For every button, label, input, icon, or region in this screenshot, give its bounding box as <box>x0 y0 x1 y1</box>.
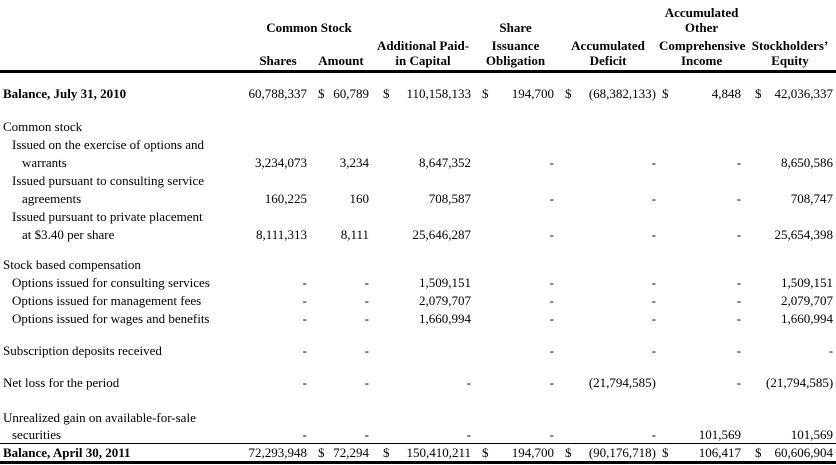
cell-label: agreements <box>22 191 82 206</box>
cell-apic: 110,158,133 <box>406 86 471 101</box>
cell-dollar-sign <box>310 153 332 171</box>
row-subscription-deposits <box>0 341 836 359</box>
cell-dollar-sign <box>310 426 332 444</box>
cell-dollar-sign <box>372 309 400 327</box>
col-header-deficit-spacer <box>557 0 659 37</box>
spacer-row <box>0 359 836 373</box>
row-unrealized-gain-line2 <box>0 426 836 444</box>
col-header-amount: Amount <box>310 37 372 71</box>
cell-aoci: - <box>736 375 742 390</box>
spacer-row <box>0 71 836 84</box>
cell-label: Balance, July 31, 2010 <box>3 86 127 101</box>
cell-equity: 25,654,398 <box>774 227 834 242</box>
row-unrealized-gain-line1 <box>0 408 836 426</box>
cell-dollar-sign <box>372 291 400 309</box>
cell-aoci: - <box>736 343 742 358</box>
cell-dollar-sign <box>474 309 496 327</box>
cell-deficit: - <box>578 426 659 444</box>
col-header-shares: Shares <box>246 37 310 71</box>
col-header-accumulated-deficit: Accumulated Deficit <box>557 37 659 71</box>
cell-dollar-sign <box>474 273 496 291</box>
cell-apic: - <box>466 375 471 390</box>
cell-deficit: - <box>651 275 657 290</box>
cell-dollar-sign: $ <box>482 86 489 101</box>
row-consulting-service-line1 <box>0 171 836 189</box>
cell-dollar-sign <box>474 373 496 391</box>
cell-dollar-sign <box>557 189 578 207</box>
col-header-aoci: Comprehensive Income <box>659 37 744 71</box>
cell-aoci: 101,569 <box>678 426 744 444</box>
cell-dollar-sign <box>557 291 578 309</box>
cell-equity: - <box>828 343 834 358</box>
cell-label: Options issued for consulting services <box>12 275 210 290</box>
cell-label: Stock based compensation <box>3 257 141 272</box>
cell-deficit: - <box>651 343 657 358</box>
cell-label: securities <box>0 426 246 444</box>
header-row-columns <box>0 37 836 71</box>
cell-amount: - <box>364 293 369 308</box>
row-net-loss <box>0 373 836 391</box>
cell-deficit: (21,794,585) <box>588 375 657 390</box>
cell-equity: 101,569 <box>766 426 836 444</box>
cell-share-issuance: - <box>549 343 555 358</box>
cell-share-issuance: 194,700 <box>511 86 555 101</box>
cell-dollar-sign: $ <box>318 86 325 101</box>
cell-deficit: - <box>651 155 657 170</box>
cell-aoci: - <box>736 155 742 170</box>
cell-amount: - <box>364 375 369 390</box>
cell-amount: - <box>364 311 369 326</box>
cell-shares: 8,111,313 <box>255 227 307 242</box>
col-header-aoci-top <box>659 0 744 37</box>
cell-dollar-sign <box>557 373 578 391</box>
cell-dollar-sign <box>310 309 332 327</box>
row-issued-exercise-line1 <box>0 135 836 153</box>
cell-share-issuance: - <box>549 311 555 326</box>
cell-dollar-sign <box>372 273 400 291</box>
row-balance-july-31-2010 <box>0 84 836 102</box>
row-issued-exercise-line2 <box>0 153 836 171</box>
row-balance-april-30-2011 <box>0 444 836 463</box>
cell-dollar-sign <box>744 426 766 444</box>
cell-apic <box>400 341 474 359</box>
cell-dollar-sign <box>744 153 766 171</box>
cell-dollar-sign: $ <box>557 444 578 463</box>
cell-label: Subscription deposits received <box>3 343 162 358</box>
cell-shares: - <box>302 311 307 326</box>
cell-apic: 1,509,151 <box>419 275 471 290</box>
cell-shares: 60,788,337 <box>248 86 307 101</box>
row-options-wages-benefits <box>0 309 836 327</box>
cell-dollar-sign: $ <box>659 444 678 463</box>
cell-dollar-sign: $ <box>310 444 332 463</box>
cell-share-issuance: - <box>549 275 555 290</box>
row-options-consulting-services <box>0 273 836 291</box>
cell-apic: 150,410,211 <box>400 444 474 463</box>
cell-dollar-sign <box>310 373 332 391</box>
corner-cell <box>0 0 246 37</box>
cell-equity: 8,650,586 <box>781 155 834 170</box>
cell-aoci: - <box>736 275 742 290</box>
cell-deficit: (68,382,133) <box>588 86 657 101</box>
cell-aoci: 4,848 <box>711 86 742 101</box>
row-common-stock-section <box>0 117 836 135</box>
cell-dollar-sign <box>372 341 400 359</box>
cell-share-issuance: - <box>549 155 555 170</box>
cell-dollar-sign <box>557 273 578 291</box>
cell-dollar-sign <box>659 153 678 171</box>
cell-equity: 42,036,337 <box>774 86 834 101</box>
cell-dollar-sign <box>372 373 400 391</box>
cell-dollar-sign <box>557 225 578 243</box>
row-consulting-service-line2 <box>0 189 836 207</box>
cell-label: Issued pursuant to consulting service <box>12 173 205 188</box>
spacer-row <box>0 391 836 408</box>
cell-amount: 3,234 <box>339 155 369 170</box>
header-row-group <box>0 0 836 37</box>
cell-equity: 708,747 <box>790 191 834 206</box>
cell-aoci: - <box>736 293 742 308</box>
cell-amount: 60,789 <box>333 86 369 101</box>
col-header-share-issuance: Issuance Obligation <box>474 37 557 71</box>
cell-label: Common stock <box>3 119 83 134</box>
cell-dollar-sign <box>372 225 400 243</box>
cell-dollar-sign <box>744 341 766 359</box>
cell-shares: - <box>246 426 310 444</box>
cell-equity: 60,606,904 <box>766 444 836 463</box>
col-header-share-issuance-top: Share <box>499 20 532 35</box>
cell-dollar-sign <box>557 309 578 327</box>
cell-share-issuance: - <box>549 191 555 206</box>
cell-equity: 2,079,707 <box>781 293 834 308</box>
cell-shares: 72,293,948 <box>246 444 310 463</box>
cell-label: Balance, April 30, 2011 <box>0 444 246 463</box>
cell-shares: - <box>302 343 307 358</box>
cell-dollar-sign <box>557 341 578 359</box>
cell-dollar-sign <box>659 225 678 243</box>
cell-shares: - <box>302 275 307 290</box>
cell-dollar-sign <box>659 373 678 391</box>
cell-deficit: (90,176,718) <box>578 444 659 463</box>
col-header-apic-spacer <box>372 0 474 37</box>
cell-dollar-sign <box>659 273 678 291</box>
spacer-row <box>0 327 836 341</box>
row-private-placement-line2 <box>0 225 836 243</box>
cell-shares: - <box>302 375 307 390</box>
cell-deficit: - <box>651 311 657 326</box>
cell-apic: 2,079,707 <box>419 293 471 308</box>
cell-dollar-sign <box>744 373 766 391</box>
cell-dollar-sign <box>744 309 766 327</box>
cell-dollar-sign <box>310 291 332 309</box>
cell-dollar-sign: $ <box>744 444 766 463</box>
cell-label: at $3.40 per share <box>22 227 115 242</box>
cell-share-issuance: - <box>549 227 555 242</box>
cell-dollar-sign <box>557 153 578 171</box>
cell-label: Options issued for management fees <box>12 293 202 308</box>
cell-dollar-sign <box>659 309 678 327</box>
cell-label: Net loss for the period <box>3 375 120 390</box>
col-header-stockholders-equity: Stockholders’ Equity <box>744 37 836 71</box>
cell-dollar-sign <box>474 341 496 359</box>
cell-aoci: - <box>736 227 742 242</box>
cell-aoci: - <box>736 191 742 206</box>
cell-dollar-sign <box>557 426 578 444</box>
cell-amount: - <box>332 426 372 444</box>
cell-deficit: - <box>651 191 657 206</box>
cell-apic: 708,587 <box>428 191 471 206</box>
cell-amount: 8,111 <box>340 227 369 242</box>
col-header-aoci-line1: Accumulated <box>664 5 739 20</box>
cell-label: Options issued for wages and benefits <box>12 311 210 326</box>
col-header-aoci-line2: Other <box>684 20 719 35</box>
col-group-common-stock: Common Stock <box>266 20 352 35</box>
cell-dollar-sign <box>744 273 766 291</box>
cell-amount: - <box>364 275 369 290</box>
cell-label: Issued pursuant to private placement <box>12 209 203 224</box>
cell-share-issuance: - <box>496 426 557 444</box>
cell-dollar-sign <box>744 291 766 309</box>
row-stock-based-compensation-section <box>0 255 836 273</box>
cell-apic: 1,660,994 <box>419 311 471 326</box>
cell-dollar-sign: $ <box>474 444 496 463</box>
cell-dollar-sign <box>310 225 332 243</box>
cell-dollar-sign <box>474 153 496 171</box>
cell-equity: (21,794,585) <box>766 375 834 390</box>
cell-dollar-sign <box>744 189 766 207</box>
cell-dollar-sign: $ <box>662 86 669 101</box>
cell-dollar-sign <box>659 189 678 207</box>
cell-dollar-sign: $ <box>565 86 572 101</box>
cell-dollar-sign <box>310 189 332 207</box>
cell-dollar-sign <box>744 225 766 243</box>
cell-dollar-sign <box>474 225 496 243</box>
cell-equity: 1,509,151 <box>781 275 834 290</box>
cell-apic: - <box>400 426 474 444</box>
cell-dollar-sign <box>372 426 400 444</box>
cell-dollar-sign <box>310 341 332 359</box>
cell-share-issuance: 194,700 <box>496 444 557 463</box>
cell-dollar-sign <box>659 291 678 309</box>
cell-aoci: 106,417 <box>678 444 744 463</box>
cell-share-issuance: - <box>549 293 555 308</box>
cell-shares: 3,234,073 <box>255 155 307 170</box>
cell-apic: 25,646,287 <box>412 227 471 242</box>
cell-label: warrants <box>22 155 67 170</box>
cell-label: Issued on the exercise of options and <box>12 137 205 152</box>
cell-deficit: - <box>651 293 657 308</box>
cell-amount: 160 <box>349 191 369 206</box>
cell-dollar-sign <box>310 273 332 291</box>
spacer-row <box>0 243 836 255</box>
row-options-management-fees <box>0 291 836 309</box>
cell-dollar-sign <box>372 189 400 207</box>
cell-dollar-sign <box>659 341 678 359</box>
cell-dollar-sign: $ <box>755 86 762 101</box>
cell-label: Unrealized gain on available-for-sale <box>3 410 196 425</box>
cell-aoci: - <box>736 311 742 326</box>
cell-dollar-sign <box>474 426 496 444</box>
cell-apic: 8,647,352 <box>419 155 471 170</box>
cell-amount: 72,294 <box>332 444 372 463</box>
cell-dollar-sign <box>372 153 400 171</box>
spacer-row <box>0 102 836 117</box>
cell-shares: - <box>302 293 307 308</box>
cell-equity: 1,660,994 <box>781 311 834 326</box>
cell-dollar-sign: $ <box>383 86 390 101</box>
cell-deficit: - <box>651 227 657 242</box>
col-header-apic: Additional Paid- in Capital <box>372 37 474 71</box>
cell-share-issuance: - <box>549 375 555 390</box>
cell-dollar-sign: $ <box>372 444 400 463</box>
cell-dollar-sign <box>659 426 678 444</box>
cell-amount: - <box>364 343 369 358</box>
corner-cell <box>0 37 246 71</box>
row-private-placement-line1 <box>0 207 836 225</box>
col-header-equity-spacer <box>744 0 836 37</box>
cell-shares: 160,225 <box>264 191 307 206</box>
cell-dollar-sign <box>474 291 496 309</box>
cell-dollar-sign <box>474 189 496 207</box>
